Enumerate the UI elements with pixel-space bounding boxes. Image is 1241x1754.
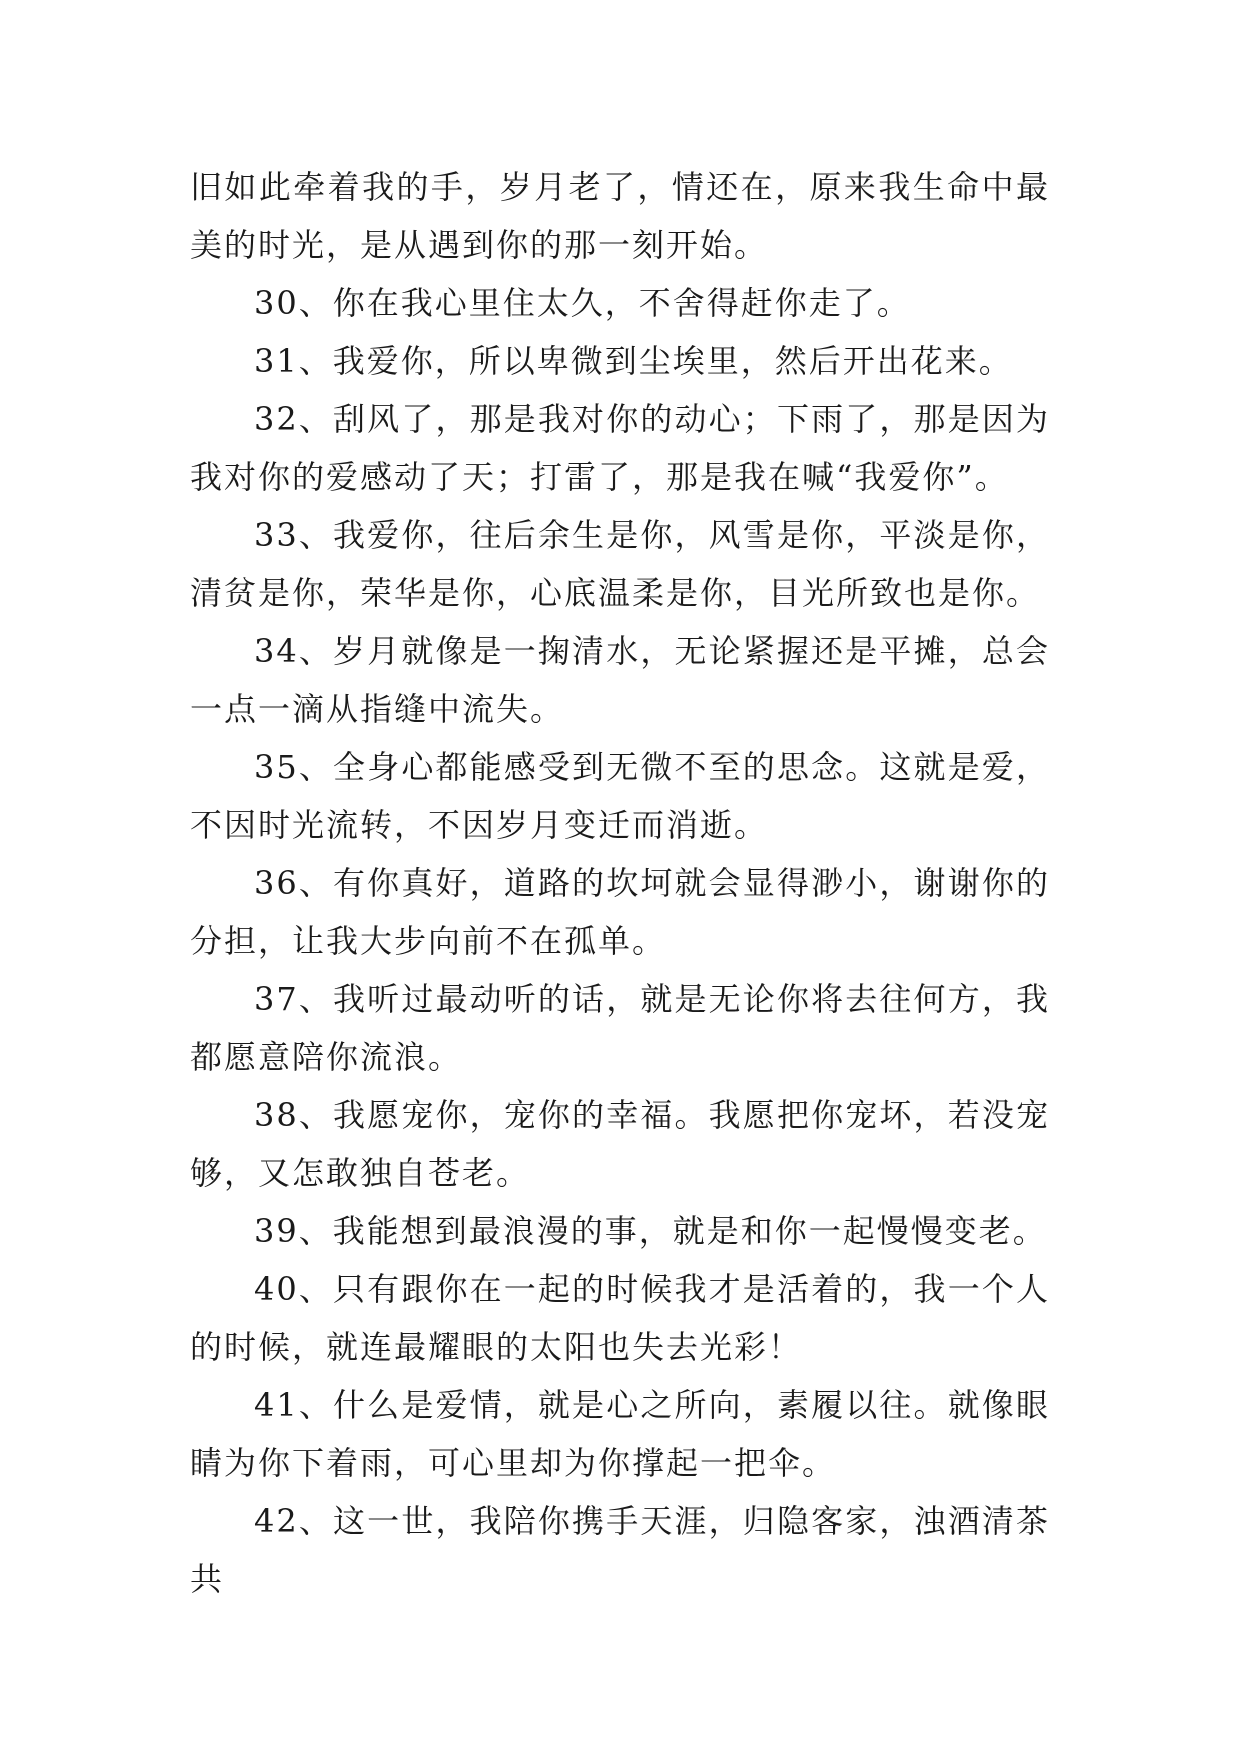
- paragraph-38: 38、我愿宠你，宠你的幸福。我愿把你宠坏，若没宠够，又怎敢独自苍老。: [190, 1096, 1050, 1192]
- paragraph-34: 34、岁月就像是一掬清水，无论紧握还是平摊，总会一点一滴从指缝中流失。: [190, 632, 1050, 728]
- paragraph-40: 40、只有跟你在一起的时候我才是活着的，我一个人的时候，就连最耀眼的太阳也失去光彩！: [190, 1270, 1050, 1366]
- paragraph-33: 33、我爱你，往后余生是你，风雪是你，平淡是你，清贫是你，荣华是你，心底温柔是你，目光所致也是你。: [190, 516, 1050, 612]
- paragraph-35: 35、全身心都能感受到无微不至的思念。这就是爱，不因时光流转，不因岁月变迁而消逝。: [190, 748, 1050, 844]
- paragraph-37: 37、我听过最动听的话，就是无论你将去往何方，我都愿意陪你流浪。: [190, 980, 1050, 1076]
- paragraph-continuation: 旧如此牵着我的手，岁月老了，情还在，原来我生命中最美的时光，是从遇到你的那一刻开始。: [190, 168, 1050, 264]
- paragraph-31: 31、我爱你，所以卑微到尘埃里，然后开出花来。: [254, 342, 1013, 380]
- paragraph-42: 42、这一世，我陪你携手天涯，归隐客家，浊酒清茶共: [190, 1502, 1050, 1598]
- paragraph-36: 36、有你真好，道路的坎坷就会显得渺小，谢谢你的分担，让我大步向前不在孤单。: [190, 864, 1050, 960]
- paragraph-39: 39、我能想到最浪漫的事，就是和你一起慢慢变老。: [254, 1212, 1047, 1250]
- document-body: [190, 158, 1050, 1608]
- paragraph-41: 41、什么是爱情，就是心之所向，素履以往。就像眼睛为你下着雨，可心里却为你撑起一把伞。: [190, 1386, 1050, 1482]
- paragraph-32: 32、刮风了，那是我对你的动心；下雨了，那是因为我对你的爱感动了天；打雷了，那是我在喊“我爱你”。: [190, 400, 1050, 496]
- paragraph-30: 30、你在我心里住太久，不舍得赶你走了。: [254, 284, 911, 322]
